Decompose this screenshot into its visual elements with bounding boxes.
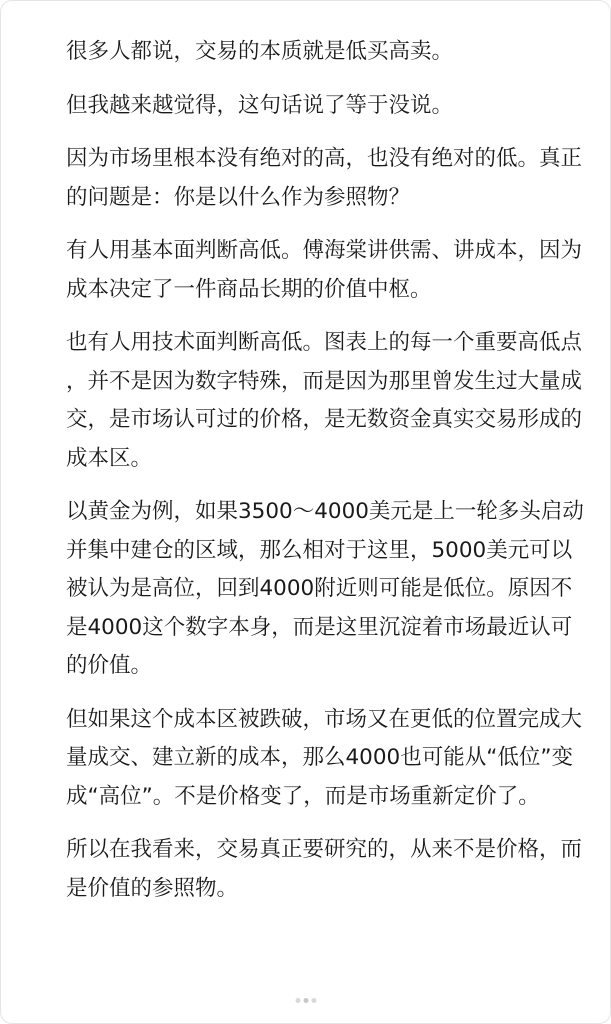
page-dot[interactable] xyxy=(311,998,316,1003)
paragraph: 所以在我看来，交易真正要研究的，从来不是价格，而是价值的参照物。 xyxy=(66,837,583,901)
paragraph: 但如果这个成本区被跌破，市场又在更低的位置完成大量成交、建立新的成本，那么4000也可能从“低位”变成“高位”。不是价格变了，而是市场重新定价了。 xyxy=(66,706,583,809)
paragraph: 因为市场里根本没有绝对的高，也没有绝对的低。真正的问题是：你是以什么作为参照物？ xyxy=(66,146,583,210)
paragraph: 以黄金为例，如果3500～4000美元是上一轮多头启动并集中建仓的区域，那么相对于这里，5000美元可以被认为是高位，回到4000附近则可能是低位。原因不是4000这个数字本身，而是这里沉淀着市场最近认可的价值。 xyxy=(66,499,584,678)
article-body xyxy=(66,33,586,923)
paragraph: 有人用基本面判断高低。傅海棠讲供需、讲成本，因为成本决定了一件商品长期的价值中枢。 xyxy=(66,238,583,302)
paragraph: 但我越来越觉得，这句话说了等于没说。 xyxy=(66,92,454,118)
page-dot[interactable] xyxy=(303,998,308,1003)
paragraph: 很多人都说，交易的本质就是低买高卖。 xyxy=(66,39,454,64)
page-dot[interactable] xyxy=(295,998,300,1003)
paragraph: 也有人用技术面判断高低。图表上的每一个重要高低点，并不是因为数字特殊，而是因为那里曾发生过大量成交，是市场认可过的价格，是无数资金真实交易形成的成本区。 xyxy=(66,330,583,471)
page-indicator[interactable] xyxy=(295,998,316,1003)
